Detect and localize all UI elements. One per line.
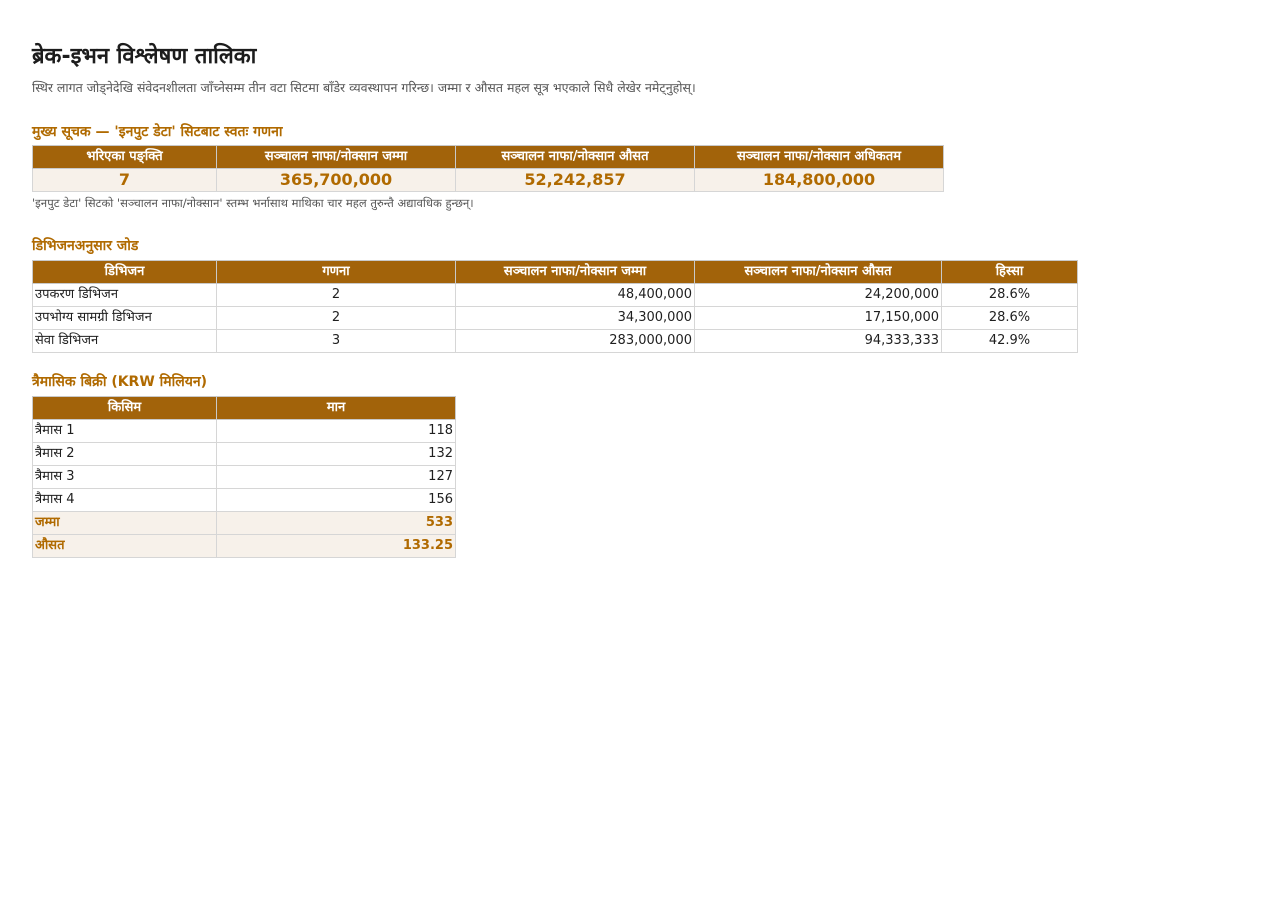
quarter-label-cell[interactable]: त्रैमास 3 — [33, 466, 217, 489]
division-header[interactable]: गणना — [217, 261, 456, 284]
division-header[interactable]: सञ्चालन नाफा/नोक्सान औसत — [695, 261, 942, 284]
division-section-title: डिभिजनअनुसार जोड — [32, 238, 139, 254]
average-value-cell[interactable]: 133.25 — [217, 535, 456, 558]
division-count-cell[interactable]: 2 — [217, 284, 456, 307]
average-label-cell[interactable]: औसत — [33, 535, 217, 558]
quarterly-section-title: त्रैमासिक बिक्री (KRW मिलियन) — [32, 374, 208, 390]
division-sum-cell[interactable]: 48,400,000 — [456, 284, 695, 307]
quarter-value-cell[interactable]: 118 — [217, 420, 456, 443]
kpi-section-title: मुख्य सूचक — 'इनपुट डेटा' सिटबाट स्वतः गणना — [32, 124, 283, 140]
kpi-header[interactable]: सञ्चालन नाफा/नोक्सान जम्मा — [217, 146, 456, 169]
quarter-label-cell[interactable]: त्रैमास 2 — [33, 443, 217, 466]
division-name-cell[interactable]: उपकरण डिभिजन — [33, 284, 217, 307]
kpi-header[interactable]: सञ्चालन नाफा/नोक्सान अधिकतम — [695, 146, 944, 169]
kpi-note: 'इनपुट डेटा' सिटको 'सञ्चालन नाफा/नोक्सान' स्तम्भ भर्नासाथ माथिका चार महल तुरुन्तै अद्यावधिक हुन्छन्। — [32, 196, 474, 210]
division-average-cell[interactable]: 24,200,000 — [695, 284, 942, 307]
total-label-cell[interactable]: जम्मा — [33, 512, 217, 535]
division-header[interactable]: डिभिजन — [33, 261, 217, 284]
table-row — [33, 466, 456, 489]
division-share-cell[interactable]: 28.6% — [942, 284, 1078, 307]
division-table — [32, 260, 1078, 353]
division-name-cell[interactable]: उपभोग्य सामग्री डिभिजन — [33, 307, 217, 330]
division-count-cell[interactable]: 3 — [217, 330, 456, 353]
division-share-cell[interactable]: 42.9% — [942, 330, 1078, 353]
table-row — [33, 330, 1078, 353]
quarterly-table — [32, 396, 456, 558]
table-row — [33, 307, 1078, 330]
summary-row-average — [33, 535, 456, 558]
division-header[interactable]: हिस्सा — [942, 261, 1078, 284]
quarter-value-cell[interactable]: 132 — [217, 443, 456, 466]
page-title: ब्रेक-इभन विश्लेषण तालिका — [32, 44, 257, 69]
table-row — [33, 489, 456, 512]
division-average-cell[interactable]: 17,150,000 — [695, 307, 942, 330]
kpi-sum-value[interactable]: 365,700,000 — [217, 169, 456, 192]
quarter-value-cell[interactable]: 156 — [217, 489, 456, 512]
kpi-filled-rows-value[interactable]: 7 — [33, 169, 217, 192]
division-sum-cell[interactable]: 34,300,000 — [456, 307, 695, 330]
quarter-value-cell[interactable]: 127 — [217, 466, 456, 489]
table-row — [33, 420, 456, 443]
quarter-label-cell[interactable]: त्रैमास 1 — [33, 420, 217, 443]
quarterly-header[interactable]: मान — [217, 397, 456, 420]
total-value-cell[interactable]: 533 — [217, 512, 456, 535]
quarterly-header[interactable]: किसिम — [33, 397, 217, 420]
kpi-average-value[interactable]: 52,242,857 — [456, 169, 695, 192]
division-header[interactable]: सञ्चालन नाफा/नोक्सान जम्मा — [456, 261, 695, 284]
division-share-cell[interactable]: 28.6% — [942, 307, 1078, 330]
division-average-cell[interactable]: 94,333,333 — [695, 330, 942, 353]
kpi-table — [32, 145, 944, 192]
division-sum-cell[interactable]: 283,000,000 — [456, 330, 695, 353]
summary-row-total — [33, 512, 456, 535]
table-row — [33, 284, 1078, 307]
table-row — [33, 443, 456, 466]
division-count-cell[interactable]: 2 — [217, 307, 456, 330]
kpi-max-value[interactable]: 184,800,000 — [695, 169, 944, 192]
kpi-header[interactable]: सञ्चालन नाफा/नोक्सान औसत — [456, 146, 695, 169]
quarter-label-cell[interactable]: त्रैमास 4 — [33, 489, 217, 512]
kpi-header[interactable]: भरिएका पङ्क्ति — [33, 146, 217, 169]
page-subtitle: स्थिर लागत जोड्नेदेखि संवेदनशीलता जाँच्नेसम्म तीन वटा सिटमा बाँडेर व्यवस्थापन गरिन्छ। जम्मा र औसत महल सूत्र भएकाले सिधै लेखेर नमेट्नुहोस्। — [32, 80, 696, 95]
division-name-cell[interactable]: सेवा डिभिजन — [33, 330, 217, 353]
